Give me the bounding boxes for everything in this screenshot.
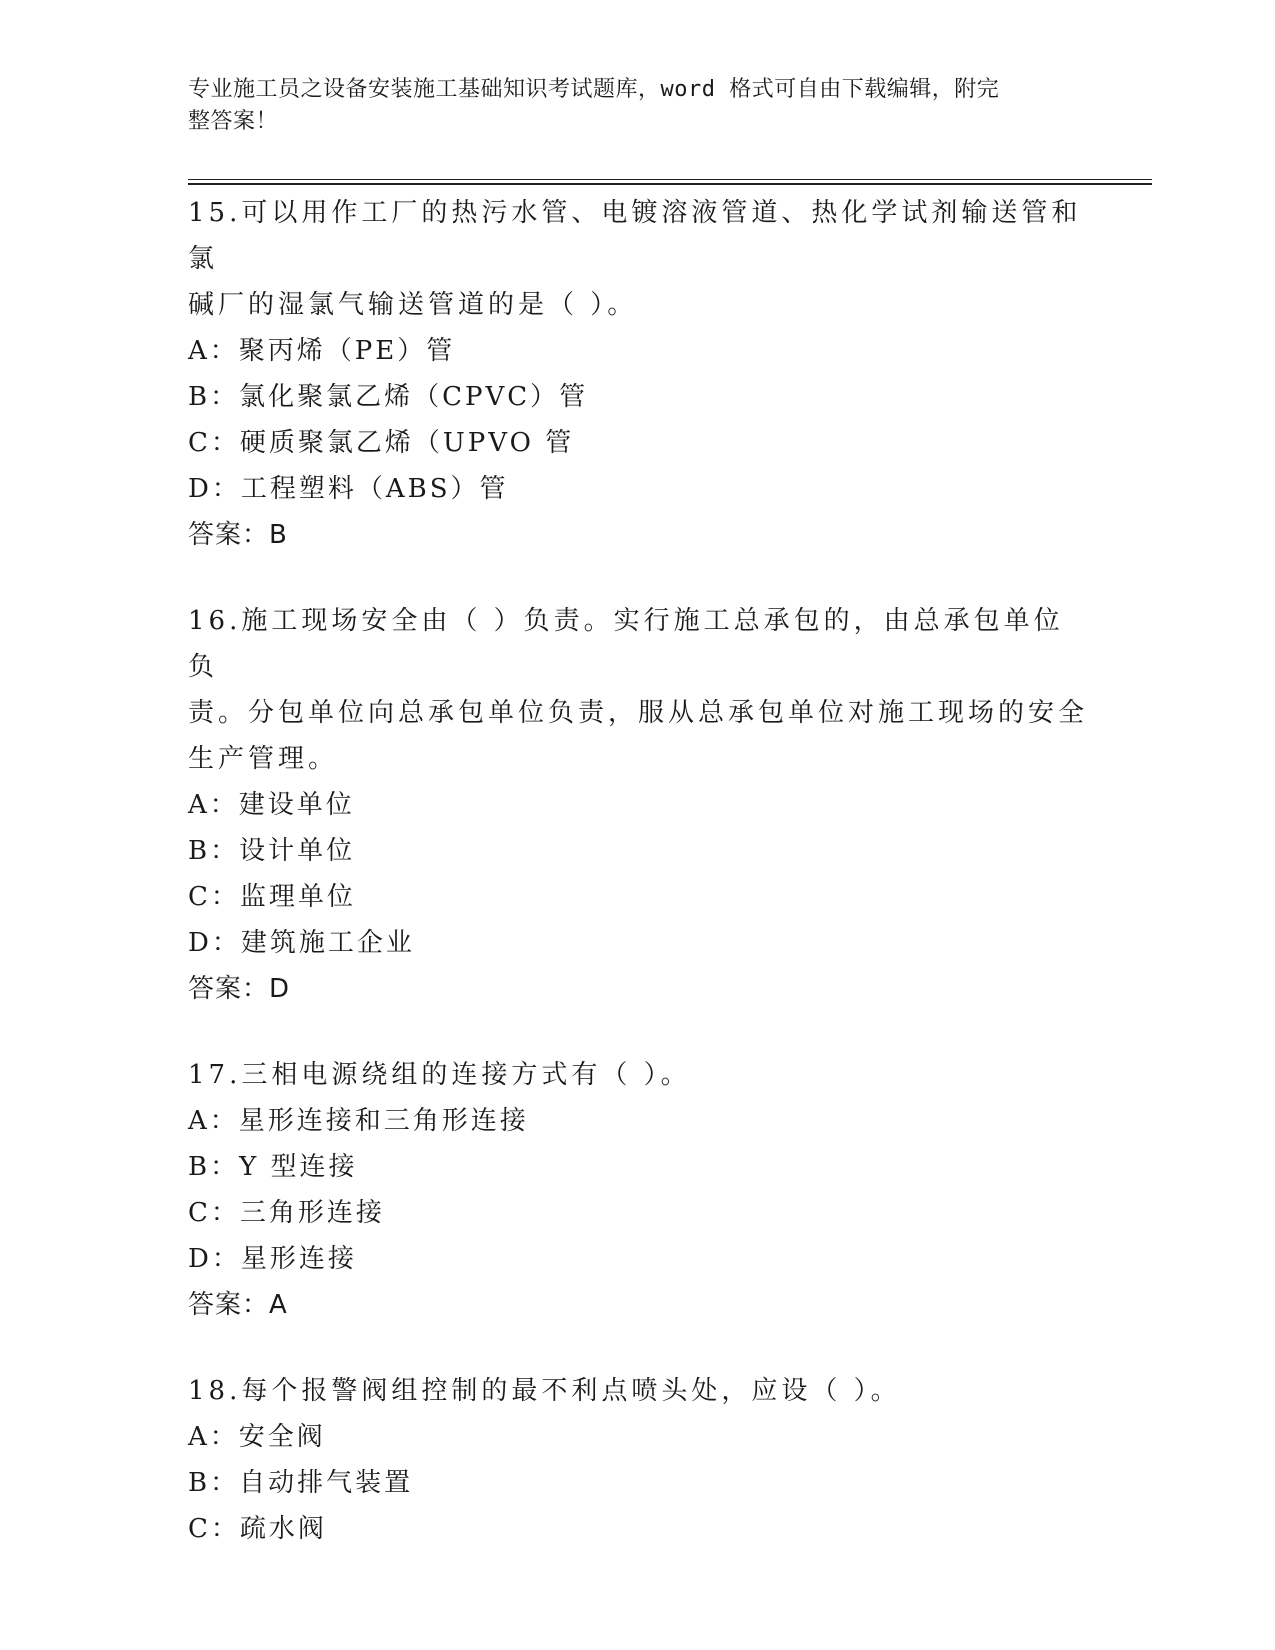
question-17 — [188, 1052, 1088, 1328]
option-b: B：设计单位 — [188, 836, 356, 866]
option-d: D：工程塑料（ABS）管 — [188, 474, 509, 504]
header-line-1: 专业施工员之设备安装施工基础知识考试题库，word 格式可自由下载编辑，附完 — [188, 77, 1000, 102]
question-15 — [188, 190, 1088, 558]
option-c: C：监理单位 — [188, 882, 356, 912]
option-c: C：硬质聚氯乙烯（UPVO 管 — [188, 428, 575, 458]
question-stem-line: 责。分包单位向总承包单位负责，服从总承包单位对施工现场的安全 — [188, 698, 1089, 728]
question-stem-line: 15.可以用作工厂的热污水管、电镀溶液管道、热化学试剂输送管和氯 — [188, 198, 1082, 274]
option-a: A：建设单位 — [188, 790, 355, 820]
option-b: B：Y 型连接 — [188, 1152, 358, 1182]
header-divider-thick — [188, 183, 1152, 185]
option-a: A：安全阀 — [188, 1422, 326, 1452]
header-line-2: 整答案！ — [188, 109, 279, 134]
document-header — [188, 74, 1068, 138]
question-18 — [188, 1368, 1088, 1552]
option-b: B：氯化聚氯乙烯（CPVC）管 — [188, 382, 589, 412]
option-a: A：聚丙烯（PE）管 — [188, 336, 456, 366]
answer-line: 答案：B — [188, 520, 288, 550]
option-d: D：星形连接 — [188, 1244, 357, 1274]
question-stem-line: 16.施工现场安全由（ ）负责。实行施工总承包的，由总承包单位负 — [188, 606, 1064, 682]
option-c: C：三角形连接 — [188, 1198, 385, 1228]
answer-line: 答案：D — [188, 974, 291, 1004]
option-c: C：疏水阀 — [188, 1514, 327, 1544]
question-16 — [188, 598, 1088, 1012]
answer-line: 答案：A — [188, 1290, 288, 1320]
option-a: A：星形连接和三角形连接 — [188, 1106, 529, 1136]
question-stem-line: 18.每个报警阀组控制的最不利点喷头处，应设（ ）。 — [188, 1376, 901, 1406]
question-stem-line: 碱厂的湿氯气输送管道的是（ ）。 — [188, 290, 638, 320]
option-d: D：建筑施工企业 — [188, 928, 415, 958]
header-divider-thin — [188, 179, 1152, 180]
question-list — [188, 190, 1088, 1592]
question-stem-line: 17.三相电源绕组的连接方式有（ ）。 — [188, 1060, 691, 1090]
option-b: B：自动排气装置 — [188, 1468, 414, 1498]
question-stem-line: 生产管理。 — [188, 744, 339, 774]
